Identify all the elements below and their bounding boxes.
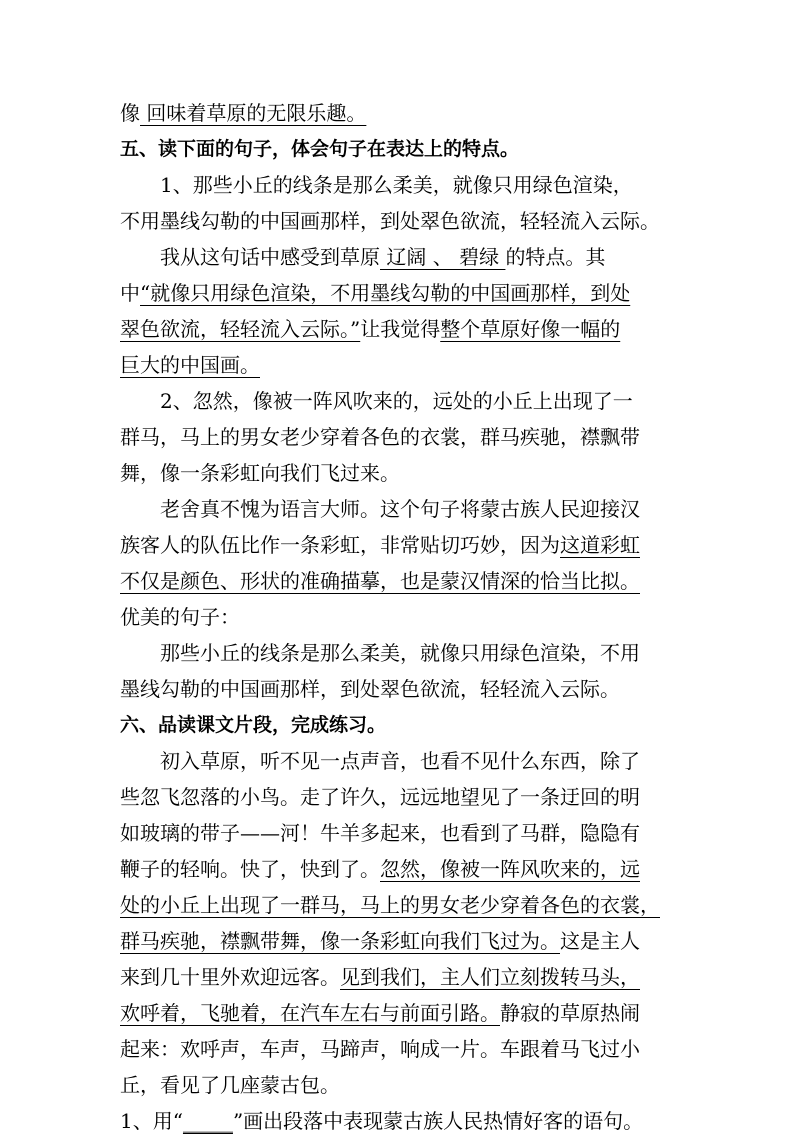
text-segment: 2、忽然，像被一阵风吹来的，远处的小丘上出现了一 xyxy=(160,389,633,413)
text-line xyxy=(120,851,676,887)
text-segment: 1、用“ xyxy=(120,1109,183,1133)
text-segment: 中 xyxy=(120,281,140,305)
text-line xyxy=(120,995,676,1031)
text-segment: 静寂的草原热闹 xyxy=(500,1001,640,1025)
text-line xyxy=(120,1031,676,1067)
text-segment: 如玻璃的带子——河！牛羊多起来，也看到了马群，隐隐有 xyxy=(120,821,640,845)
underlined-answer: 整个草原好像一幅的 xyxy=(440,317,621,341)
text-segment: 这是主人 xyxy=(560,929,640,953)
text-line xyxy=(120,311,676,347)
section-heading xyxy=(120,131,676,167)
text-segment: 我从这句话中感受到草原 xyxy=(160,245,380,269)
text-line xyxy=(120,779,676,815)
text-segment: 墨线勾勒的中国画那样，到处翠色欲流，轻轻流入云际。 xyxy=(120,677,620,701)
underlined-answer: 不仅是颜色、形状的准确描摹，也是蒙汉情深的恰当比拟。 xyxy=(120,569,640,593)
text-segment: 那些小丘的线条是那么柔美，就像只用绿色渲染，不用 xyxy=(160,641,640,665)
text-line xyxy=(120,167,676,203)
underlined-answer: 欢呼着，飞驰着，在汽车左右与前面引路。 xyxy=(120,1001,500,1025)
text-segment: 1、那些小丘的线条是那么柔美，就像只用绿色渲染， xyxy=(160,173,633,197)
underlined-answer: 处的小丘上出现了一群马，马上的男女老少穿着各色的衣裳， xyxy=(120,893,660,917)
text-segment: 舞，像一条彩虹向我们飞过来。 xyxy=(120,461,400,485)
text-line xyxy=(120,599,676,635)
text-segment: 老舍真不愧为语言大师。这个句子将蒙古族人民迎接汉 xyxy=(160,497,640,521)
text-line xyxy=(120,887,676,923)
text-segment: 不用墨线勾勒的中国画那样，到处翠色欲流，轻轻流入云际。 xyxy=(120,209,660,233)
text-line xyxy=(120,419,676,455)
text-segment: 优美的句子： xyxy=(120,605,240,629)
underlined-answer: 巨大的中国画。 xyxy=(120,353,260,377)
underlined-answer: 见到我们，主人们立刻拨转马头， xyxy=(340,965,640,989)
text-segment: 起来：欢呼声，车声，马蹄声，响成一片。车跟着马飞过小 xyxy=(120,1037,640,1061)
text-segment: 群马，马上的男女老少穿着各色的衣裳，群马疾驰，襟飘带 xyxy=(120,425,640,449)
underline-blank: _____ xyxy=(182,1109,233,1133)
text-line xyxy=(120,95,676,131)
text-segment: 像 xyxy=(120,101,140,125)
text-line xyxy=(120,275,676,311)
underlined-answer: 忽然，像被一阵风吹来的，远 xyxy=(380,857,640,881)
text-segment: 五、读下面的句子，体会句子在表达上的特点。 xyxy=(120,138,520,160)
text-line xyxy=(120,239,676,275)
text-line xyxy=(120,455,676,491)
text-line xyxy=(120,491,676,527)
underlined-answer: 回味着草原的无限乐趣。 xyxy=(140,101,367,125)
underlined-answer: 辽阔 、 碧绿 xyxy=(380,245,506,269)
text-line xyxy=(120,671,676,707)
text-line xyxy=(120,923,676,959)
text-line xyxy=(120,743,676,779)
text-line xyxy=(120,527,676,563)
text-segment: 族客人的队伍比作一条彩虹，非常贴切巧妙，因为 xyxy=(120,533,560,557)
text-segment: 来到几十里外欢迎远客。 xyxy=(120,965,340,989)
text-line xyxy=(120,959,676,995)
text-segment: 让我觉得 xyxy=(360,317,441,341)
text-segment: 丘，看见了几座蒙古包。 xyxy=(120,1073,340,1097)
text-segment: 初入草原，听不见一点声音，也看不见什么东西，除了 xyxy=(160,749,640,773)
text-segment: 些忽飞忽落的小鸟。走了许久，远远地望见了一条迂回的明 xyxy=(120,785,640,809)
text-line xyxy=(120,203,676,239)
text-segment: 的特点。其 xyxy=(505,245,606,269)
text-line xyxy=(120,1103,676,1139)
text-segment: ”画出段落中表现蒙古族人民热情好客的语句。 xyxy=(232,1109,644,1133)
text-line xyxy=(120,563,676,599)
underlined-answer: 群马疾驰，襟飘带舞，像一条彩虹向我们飞过为。 xyxy=(120,929,560,953)
text-segment: 鞭子的轻响。快了，快到了。 xyxy=(120,857,380,881)
underlined-answer: 翠色欲流，轻轻流入云际。” xyxy=(120,317,361,341)
text-segment: 六、品读课文片段，完成练习。 xyxy=(120,714,387,736)
text-line xyxy=(120,347,676,383)
section-heading xyxy=(120,707,676,743)
text-line xyxy=(120,815,676,851)
underlined-answer: “就像只用绿色渲染，不用墨线勾勒的中国画那样，到处 xyxy=(140,281,631,305)
text-line xyxy=(120,635,676,671)
underlined-answer: 这道彩虹 xyxy=(560,533,640,557)
document-page xyxy=(120,95,676,1139)
text-line xyxy=(120,383,676,419)
text-line xyxy=(120,1067,676,1103)
